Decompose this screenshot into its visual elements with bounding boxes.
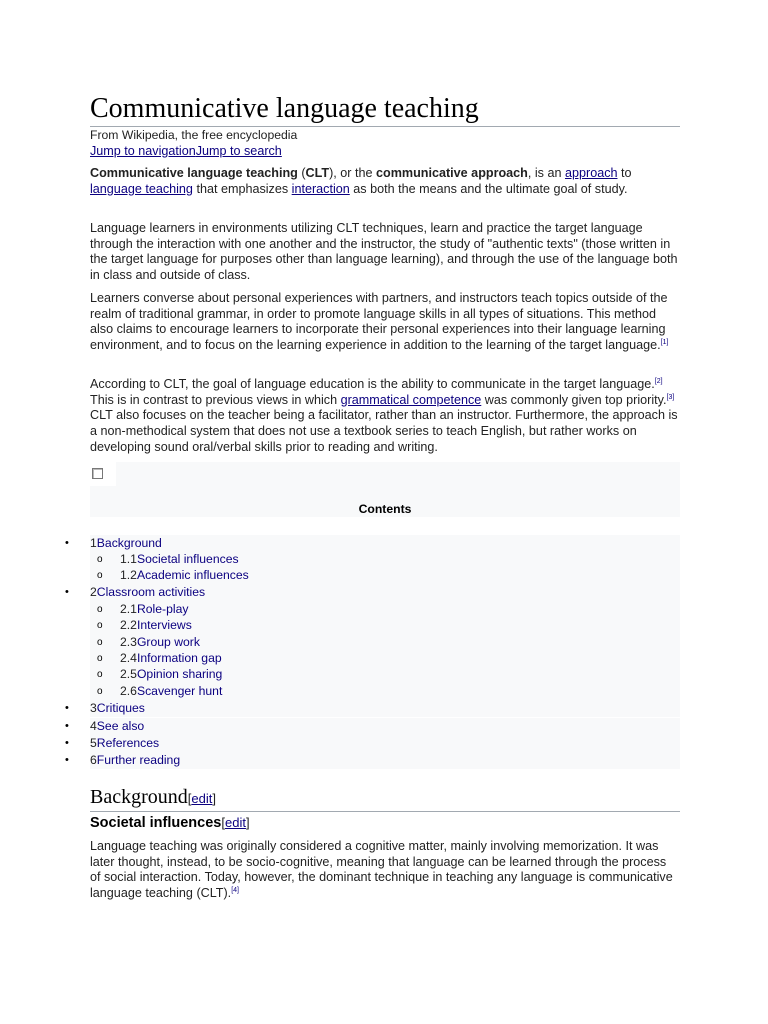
edit-section	[221, 815, 249, 830]
toc-link[interactable]: Interviews	[136, 618, 192, 632]
bold-term: Communicative language teaching	[90, 166, 298, 180]
toc-link[interactable]: Academic influences	[136, 568, 249, 582]
language-teaching-link[interactable]: language teaching	[90, 181, 193, 196]
bullet: •	[65, 586, 69, 598]
intro-paragraph	[90, 166, 680, 197]
toc-link[interactable]: Role-play	[136, 602, 189, 616]
paragraph-3	[90, 291, 680, 354]
toc-link[interactable]: Further reading	[96, 753, 181, 767]
toc-item[interactable]	[90, 601, 680, 618]
toc-number: 2.4	[120, 651, 137, 665]
jump-to-search-link[interactable]: Jump to search	[195, 144, 282, 158]
edit-link[interactable]: edit	[191, 791, 213, 806]
heading-text: Societal influences	[90, 815, 222, 831]
reference-4[interactable]: [4]	[231, 886, 239, 894]
toc-item[interactable]	[65, 535, 680, 552]
toc-item[interactable]	[90, 683, 680, 700]
circle-bullet: o	[97, 686, 103, 697]
toc-link[interactable]: References	[96, 736, 160, 750]
societal-paragraph	[90, 839, 680, 902]
circle-bullet: o	[97, 554, 103, 565]
text: CLT also focuses on the teacher being a facilitator, rather than an instructor. Furthermore, the approach is a non-methodical system that does not use a textbook series to teach English, but rather works on developing sound oral/verbal skills prior to reading and writing.	[90, 408, 678, 454]
paragraph-4	[90, 377, 680, 456]
jump-links	[90, 143, 282, 159]
interaction-link[interactable]: interaction	[291, 181, 350, 196]
toc-item[interactable]	[65, 752, 680, 769]
toc-link[interactable]: Background	[96, 536, 162, 550]
toc-link[interactable]: Critiques	[96, 701, 145, 715]
toc-number: 1	[90, 536, 97, 550]
tagline: From Wikipedia, the free encyclopedia	[90, 128, 298, 142]
text: According to CLT, the goal of language education is the ability to communicate in the target language.	[90, 377, 655, 391]
toc-link[interactable]: Information gap	[136, 651, 222, 665]
toc-number: 2.2	[120, 618, 137, 632]
toc-item[interactable]	[90, 567, 680, 584]
heading-text: Background	[90, 786, 188, 808]
text: that emphasizes	[192, 181, 292, 196]
subsection-heading-societal	[90, 814, 250, 832]
jump-to-navigation-link[interactable]: Jump to navigation	[90, 144, 196, 158]
toc-number: 6	[90, 753, 97, 767]
bullet: •	[65, 702, 69, 714]
bracket: [	[187, 791, 192, 806]
toc-number: 2.3	[120, 635, 137, 649]
toc-number: 2.1	[120, 602, 137, 616]
circle-bullet: o	[97, 637, 103, 648]
text: , is an	[527, 166, 565, 180]
text: Language teaching was originally considered a cognitive matter, mainly involving memorization. It was later thought, instead, to be socio-cognitive, meaning that language can be learned through the process of social interaction. Today, however, the dominant technique in teaching any language is communicative language teaching (CLT).	[90, 839, 673, 901]
bracket: [	[221, 815, 225, 830]
toc-number: 1.1	[120, 552, 137, 566]
circle-bullet: o	[97, 570, 103, 581]
toc-number: 2.5	[120, 667, 137, 681]
text: This is in contrast to previous views in which	[90, 392, 341, 407]
text: was commonly given top priority.	[481, 392, 667, 407]
grammatical-competence-link[interactable]: grammatical competence	[340, 392, 482, 407]
text: Learners converse about personal experiences with partners, and instructors teach topics outside of the realm of traditional grammar, in order to promote language skills in all types of situations. This method also claims to encourage learners to incorporate their personal experiences into their language learning environment, and to focus on the learning experience in addition to the learning of the target language.	[90, 291, 668, 353]
toc-link[interactable]: Societal influences	[136, 552, 239, 566]
toc-number: 2	[90, 585, 97, 599]
toc-item[interactable]	[65, 718, 680, 735]
bold-term: communicative approach	[376, 166, 528, 180]
toc-number: 3	[90, 701, 97, 715]
bullet: •	[65, 537, 69, 549]
toc-link[interactable]: Group work	[136, 635, 200, 649]
toc-number: 4	[90, 719, 97, 733]
toc-number: 5	[90, 736, 97, 750]
text: to	[617, 166, 632, 180]
bracket: ]	[245, 815, 250, 830]
paragraph-2: Language learners in environments utilizing CLT techniques, learn and practice the target language through the interaction with one another and the instructor, the study of "authentic texts" (those written in the target language for purposes other than language learning), and through the use of the language both in class and outside of class.	[90, 221, 678, 283]
toc-toggle-checkbox[interactable]	[92, 468, 103, 479]
toc-link[interactable]: See also	[96, 719, 145, 733]
circle-bullet: o	[97, 653, 103, 664]
toc-item[interactable]	[65, 735, 680, 752]
bold-term: CLT	[305, 166, 330, 180]
bracket: ]	[212, 791, 216, 806]
bullet: •	[65, 720, 69, 732]
toc-number: 1.2	[120, 568, 137, 582]
bullet: •	[65, 737, 69, 749]
toc-item[interactable]	[65, 700, 680, 717]
toc-item[interactable]	[65, 584, 680, 601]
reference-3[interactable]: [3]	[666, 393, 675, 401]
toc-item[interactable]	[90, 666, 680, 683]
bullet: •	[65, 754, 69, 766]
circle-bullet: o	[97, 604, 103, 615]
toc-link[interactable]: Classroom activities	[96, 585, 206, 599]
text: ), or the	[329, 166, 376, 180]
reference-1[interactable]: [1]	[660, 338, 669, 346]
toc-title: Contents	[358, 502, 412, 516]
toc-item[interactable]	[90, 650, 680, 667]
circle-bullet: o	[97, 620, 103, 631]
toc-item[interactable]	[90, 634, 680, 651]
text: as both the means and the ultimate goal of study.	[349, 181, 628, 196]
toc-header	[90, 462, 680, 517]
toc-item[interactable]	[90, 617, 680, 634]
section-heading-background	[90, 785, 680, 812]
toc-link[interactable]: Opinion sharing	[136, 667, 223, 681]
circle-bullet: o	[97, 669, 103, 680]
page-title: Communicative language teaching	[90, 93, 680, 127]
edit-section	[188, 791, 216, 806]
text: (	[297, 166, 306, 180]
edit-link[interactable]: edit	[224, 815, 246, 830]
toc-number: 2.6	[120, 684, 137, 698]
approach-link[interactable]: approach	[564, 166, 618, 180]
toc-item[interactable]	[90, 551, 680, 568]
toc-link[interactable]: Scavenger hunt	[136, 684, 223, 698]
reference-2[interactable]: [2]	[654, 377, 663, 385]
